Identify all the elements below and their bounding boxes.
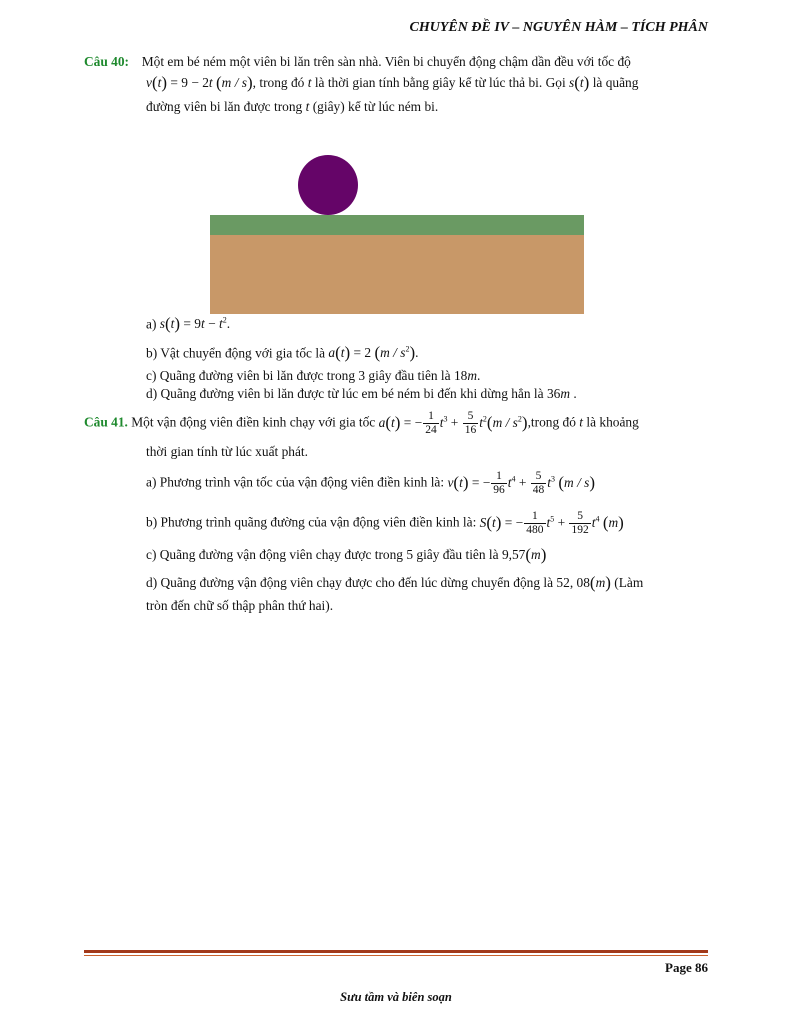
- ground-block: [210, 235, 584, 314]
- q41-option-b: b) Phương trình quãng đường của vận động viên điền kinh là: S(t) = − $\frac{1}{480}$ $t^5$ + $\frac{5}{192}$ $t^4$ (m): [146, 510, 624, 536]
- q40-text-line3b: (giây) kể từ lúc ném bi.: [312, 99, 439, 114]
- q40-line3: đường viên bi lăn được trong t (giây) kể từ lúc ném bi.: [146, 99, 439, 114]
- q40-line1: [84, 53, 631, 71]
- q40-option-d: d) Quãng đường viên bi lăn được từ lúc em bé ném bi đến khi dừng hẳn là 36m .: [146, 386, 577, 401]
- q40-text-line2c: là quãng: [592, 75, 639, 90]
- q41-line2: thời gian tính từ lúc xuất phát.: [146, 444, 308, 459]
- q40-text-line2a: , trong đó: [252, 75, 305, 90]
- grass-strip: [210, 215, 584, 235]
- document-header-title: CHUYÊN ĐỀ IV – NGUYÊN HÀM – TÍCH PHÂN: [409, 20, 708, 35]
- q40-text-line3: đường viên bi lăn được trong: [146, 99, 303, 114]
- q40-line2: v(t) = 9 − 2t (m / s), trong đó t là thời gian tính bằng giây kể từ lúc thả bi. Gọi s(t) là quãng: [146, 73, 639, 92]
- q40-label: Câu 40:: [84, 54, 130, 69]
- q41-option-d-line2: tròn đến chữ số thập phân thứ hai).: [146, 598, 334, 613]
- rolling-ball-illustration: [210, 150, 584, 314]
- ball-shape: [298, 155, 358, 215]
- q40-velocity-formula: v(t) = 9 − 2t (m / s): [146, 73, 253, 92]
- footer-note: Sưu tầm và biên soạn: [340, 990, 452, 1004]
- q41-option-a: a) Phương trình vận tốc của vận động viên điền kinh là: v(t) = − $\frac{1}{96}$ $t^4$ + $\frac{5}{48}$ $t^3$ (m / s): [146, 470, 596, 496]
- q40-text-line2b: là thời gian tính bằng giây kể từ lúc thả bi. Gọi: [314, 75, 566, 90]
- q41-option-d: d) Quãng đường vận động viên chạy được cho đến lúc dừng chuyển động là 52, 08(m) (Làm: [146, 573, 644, 592]
- footer-rule-thick: [84, 950, 708, 953]
- page-number: Page 86: [665, 960, 708, 975]
- q40-text-line1: Một em bé ném một viên bi lăn trên sàn nhà. Viên bi chuyển động chậm dần đều với tốc độ: [141, 54, 631, 69]
- q41-label: Câu 41.: [84, 414, 128, 430]
- q41-option-c: c) Quãng đường vận động viên chạy được trong 5 giây đầu tiên là 9,57(m): [146, 545, 547, 564]
- q41-line1: Câu 41. Một vận động viên điền kinh chạy với gia tốc a(t) = − $\frac{1}{24}$ $t^3$ + $\frac{5}{16}$ $t^2(m$ / $s^2),trong$ đó t là khoảng: [84, 410, 639, 436]
- q40-option-b: b) Vật chuyển động với gia tốc là a(t) = 2 $(m / s^2)$.: [146, 343, 419, 363]
- q41-acceleration-formula: a(t) = − $\frac{1}{24}$ $t^3$ + $\frac{5}{16}$ $t^2(m / s^2)$: [378, 410, 528, 436]
- footer-rule-thin: [84, 955, 708, 956]
- q40-option-a: a) $s(t) = 9t - t^2$.: [146, 314, 231, 334]
- q40-option-c: c) Quãng đường viên bi lăn được trong 3 giây đầu tiên là 18m.: [146, 368, 481, 383]
